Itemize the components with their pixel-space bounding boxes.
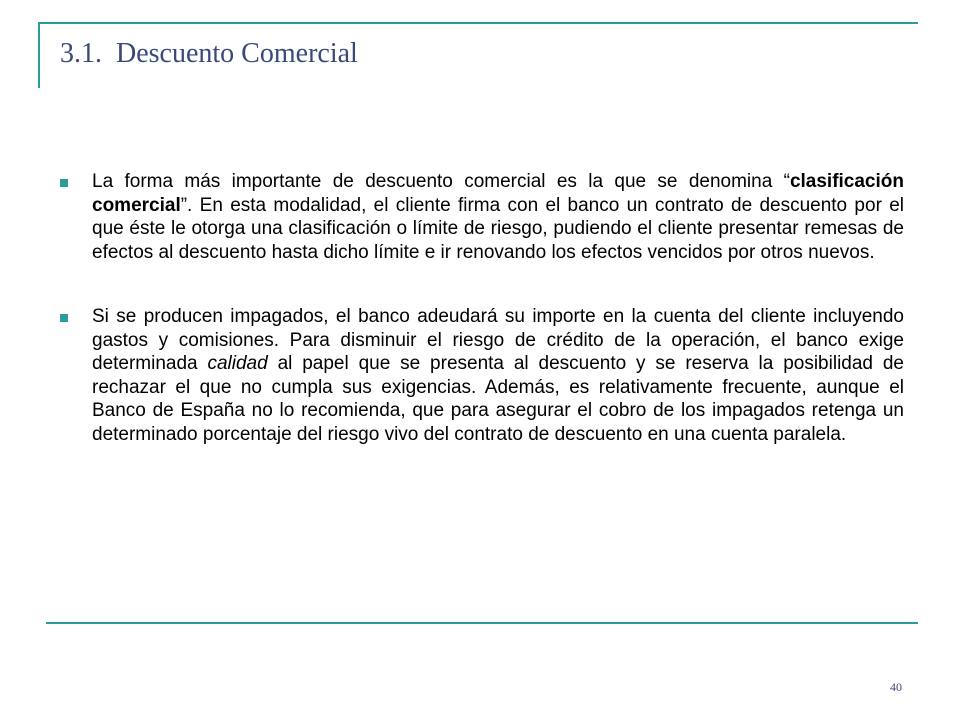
left-rule <box>38 22 40 88</box>
bullet-bold-term: clasificación comercial <box>92 171 904 216</box>
bullet-text-part1: La forma más importante de descuento comercial es la que se denomina “ <box>92 171 790 192</box>
bullet-text-part1: Si se producen impagados, el banco adeudará su importe en la cuenta del cliente incluyendo gastos y comisiones. Para disminuir el riesgo de crédito de la operación, el banco exige determinada <box>92 306 904 374</box>
square-bullet-icon <box>60 314 68 322</box>
square-bullet-icon <box>60 179 68 187</box>
page-number: 40 <box>890 680 902 694</box>
bullet-item-clasificacion <box>92 170 904 264</box>
bullet-text-part2: ”. En esta modalidad, el cliente firma con el banco un contrato de descuento por el que éste le otorga una clasificación o límite de riesgo, pudiendo el cliente presentar remesas de efectos al descuento hasta dicho límite e ir renovando los efectos vencidos por otros nuevos. <box>92 194 904 263</box>
bullet-italic-term: calidad <box>207 353 268 374</box>
bullet-list <box>92 170 904 487</box>
title-text: Descuento Comercial <box>116 38 358 69</box>
bottom-rule <box>46 622 918 624</box>
slide-title <box>60 34 358 74</box>
title-number: 3.1. <box>60 38 102 69</box>
bullet-item-impagados <box>92 305 904 446</box>
top-rule <box>38 22 918 24</box>
bullet-text-part2: al papel que se presenta al descuento y se reserva la posibilidad de rechazar el que no cumpla sus exigencias. Además, es relativamente frecuente, aunque el Banco de España no lo recomienda, que para asegurar el cobro de los impagados retenga un determinado porcentaje del riesgo vivo del contrato de descuento en una cuenta paralela. <box>92 353 904 445</box>
